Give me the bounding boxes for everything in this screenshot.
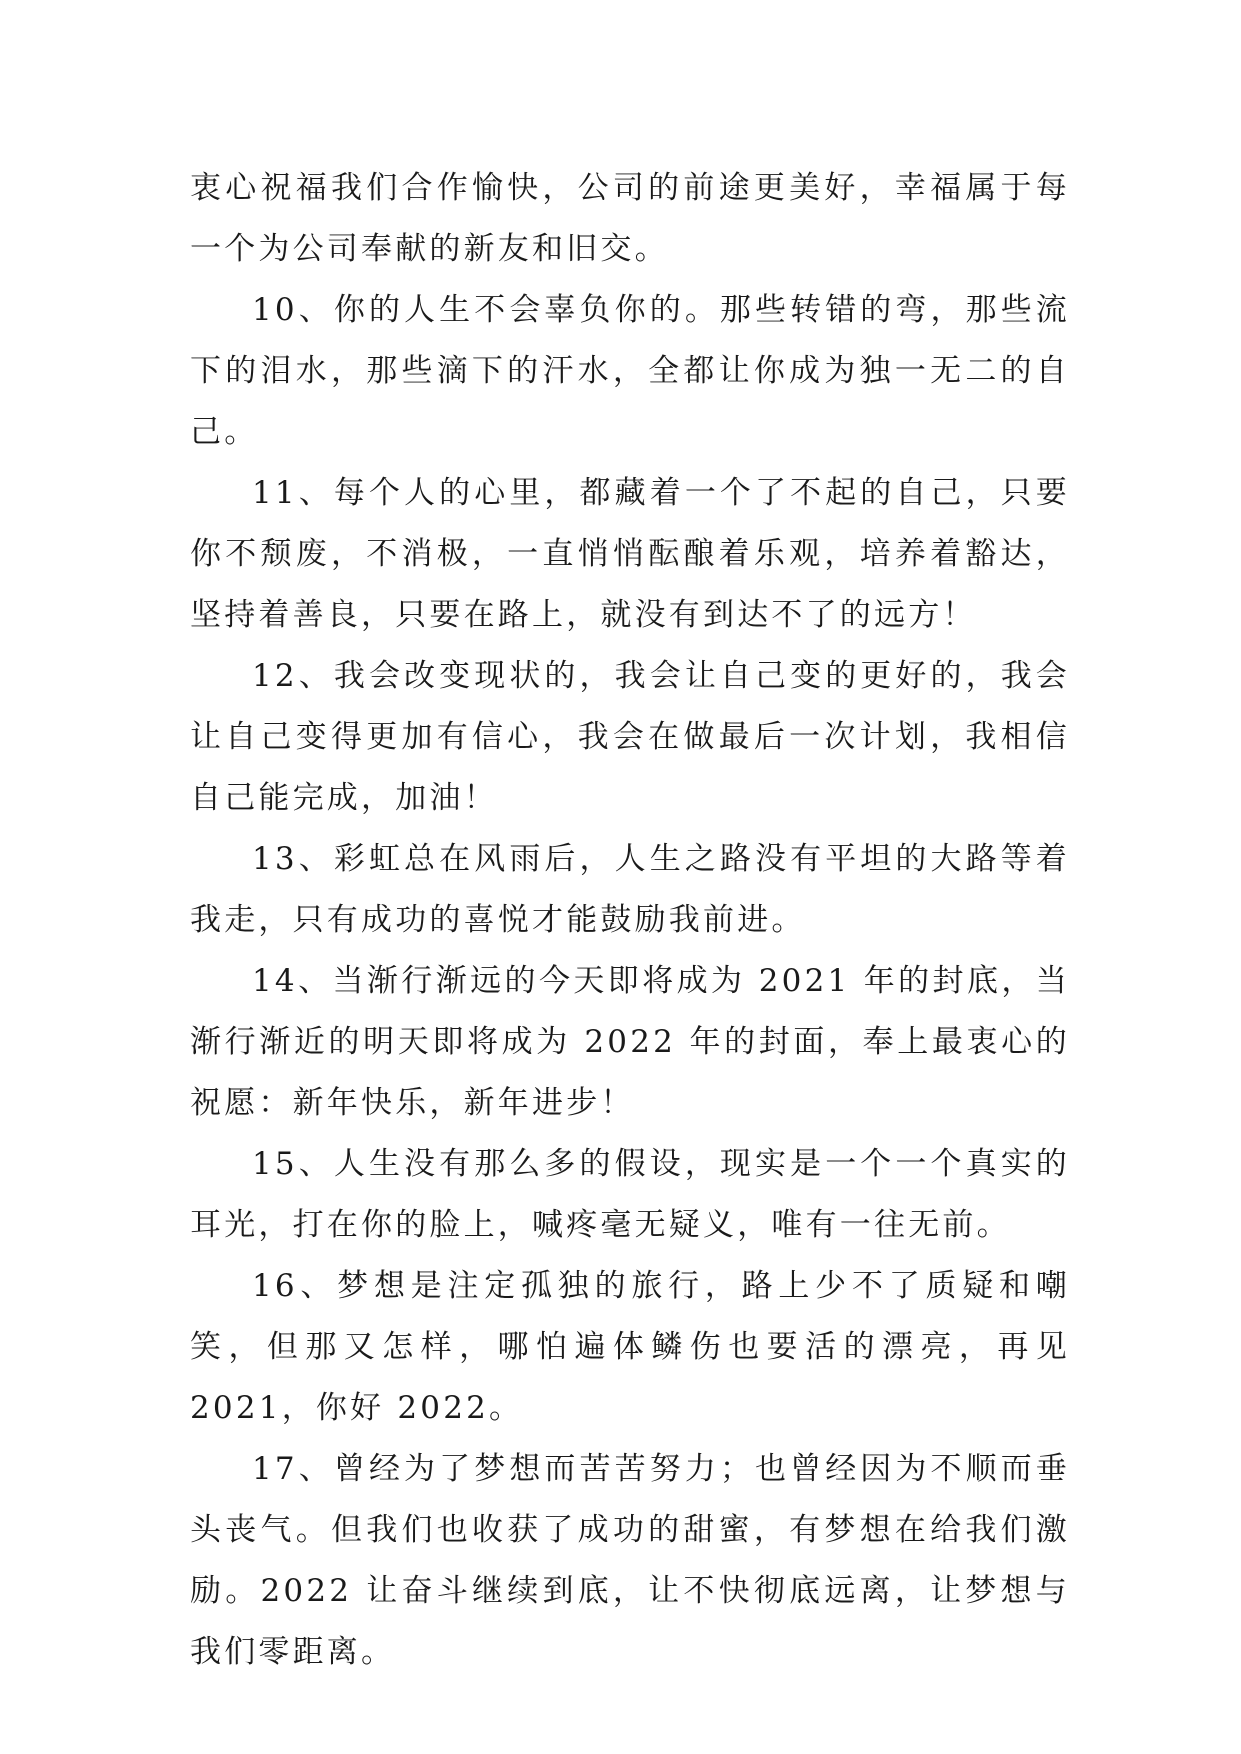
paragraph-16: 16、梦想是注定孤独的旅行，路上少不了质疑和嘲笑，但那又怎样，哪怕遍体鳞伤也要活的漂亮，再见 2021，你好 2022。 <box>190 1268 1070 1426</box>
paragraph-14: 14、当渐行渐远的今天即将成为 2021 年的封底，当渐行渐近的明天即将成为 2022 年的封面，奉上最衷心的祝愿：新年快乐，新年进步！ <box>190 963 1070 1121</box>
paragraph-11: 11、每个人的心里，都藏着一个了不起的自己，只要你不颓废，不消极，一直悄悄酝酿着乐观，培养着豁达，坚持着善良，只要在路上，就没有到达不了的远方！ <box>190 475 1070 633</box>
paragraph-continuation: 衷心祝福我们合作愉快，公司的前途更美好，幸福属于每一个为公司奉献的新友和旧交。 <box>190 170 1070 267</box>
paragraph-15: 15、人生没有那么多的假设，现实是一个一个真实的耳光，打在你的脸上，喊疼毫无疑义，唯有一往无前。 <box>190 1146 1070 1243</box>
paragraph-13: 13、彩虹总在风雨后，人生之路没有平坦的大路等着我走，只有成功的喜悦才能鼓励我前进。 <box>190 841 1070 938</box>
paragraph-17: 17、曾经为了梦想而苦苦努力；也曾经因为不顺而垂头丧气。但我们也收获了成功的甜蜜，有梦想在给我们激励。2022 让奋斗继续到底，让不快彻底远离，让梦想与我们零距离。 <box>190 1451 1070 1670</box>
document-body <box>190 158 1070 1683</box>
paragraph-12: 12、我会改变现状的，我会让自己变的更好的，我会让自己变得更加有信心，我会在做最后一次计划，我相信自己能完成，加油！ <box>190 658 1070 816</box>
paragraph-10: 10、你的人生不会辜负你的。那些转错的弯，那些流下的泪水，那些滴下的汗水，全都让你成为独一无二的自己。 <box>190 292 1070 450</box>
